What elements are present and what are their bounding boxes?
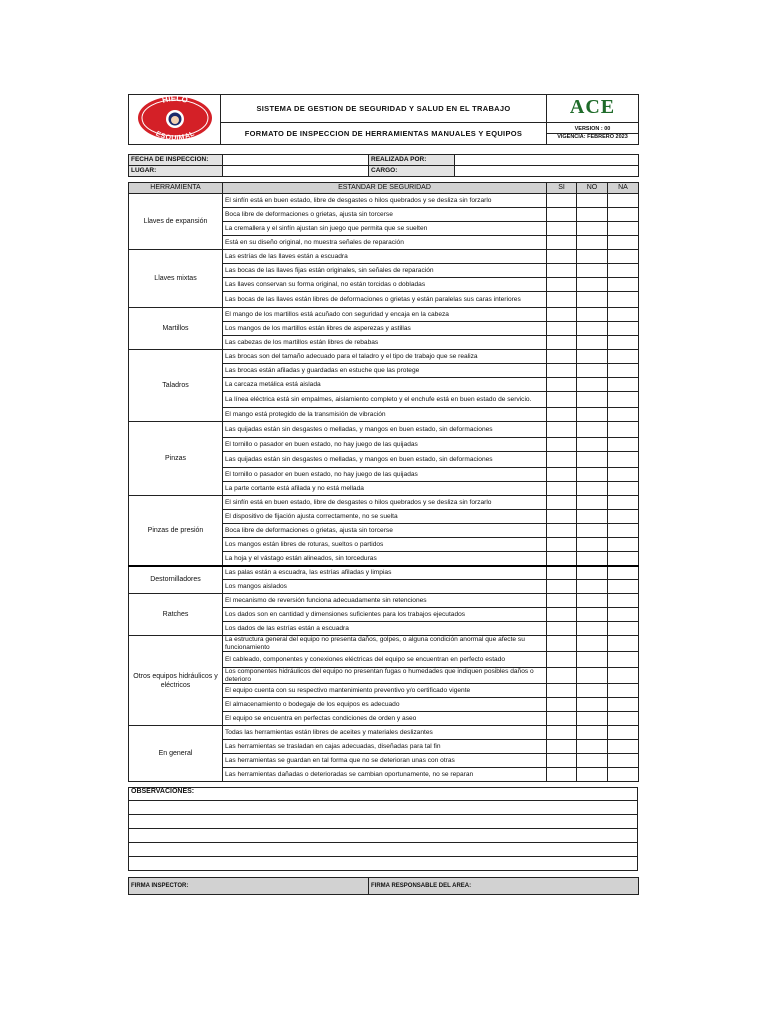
observations-section (128, 787, 638, 871)
svg-text:HIELO: HIELO (160, 95, 189, 105)
safety-standard: La parte cortante está afilada y no está mellada (223, 482, 547, 496)
position-label: CARGO: (369, 166, 455, 177)
check-cell-si[interactable] (547, 208, 577, 222)
check-cell-no[interactable] (577, 208, 608, 222)
tool-name: En general (129, 726, 223, 782)
tool-name: Llaves de expansión (129, 194, 223, 250)
check-cell-si[interactable] (547, 566, 577, 580)
check-cell-na[interactable] (608, 322, 639, 336)
location-field[interactable] (223, 166, 369, 177)
safety-standard: Los mangos de los martillos están libres de asperezas y astillas (223, 322, 547, 336)
format-title: FORMATO DE INSPECCION DE HERRAMIENTAS MANUALES Y EQUIPOS (221, 123, 547, 145)
check-cell-na[interactable] (608, 468, 639, 482)
safety-standard: El mecanismo de reversión funciona adecuadamente sin retenciones (223, 594, 547, 608)
observations-line[interactable] (129, 857, 638, 871)
safety-standard: Los componentes hidráulicos del equipo no presentan fugas o humedades que indiquen posibles daños o deterioro (223, 668, 547, 684)
check-cell-na[interactable] (608, 712, 639, 726)
tool-name: Ratches (129, 594, 223, 636)
check-cell-na[interactable] (608, 652, 639, 668)
check-cell-si[interactable] (547, 278, 577, 292)
check-cell-si[interactable] (547, 768, 577, 782)
check-cell-no[interactable] (577, 264, 608, 278)
tool-name: Otros equipos hidráulicos y eléctricos (129, 636, 223, 726)
check-cell-si[interactable] (547, 236, 577, 250)
check-cell-na[interactable] (608, 336, 639, 350)
safety-standard: El equipo cuenta con su respectivo mantenimiento preventivo y/o certificado vigente (223, 684, 547, 698)
safety-standard: El equipo se encuentra en perfectas condiciones de orden y aseo (223, 712, 547, 726)
check-cell-na[interactable] (608, 552, 639, 566)
inspection-date-field[interactable] (223, 155, 369, 166)
check-cell-si[interactable] (547, 336, 577, 350)
safety-standard: El sinfín está en buen estado, libre de desgastes o hilos quebrados y se desliza sin forzarlo (223, 496, 547, 510)
check-cell-si[interactable] (547, 622, 577, 636)
safety-standard: Las estrías de las llaves están a escuadra (223, 250, 547, 264)
checklist-row (129, 726, 639, 740)
observations-label: OBSERVACIONES: (129, 788, 638, 801)
check-cell-no[interactable] (577, 754, 608, 768)
check-cell-na[interactable] (608, 684, 639, 698)
check-cell-no[interactable] (577, 236, 608, 250)
check-cell-na[interactable] (608, 350, 639, 364)
check-cell-no[interactable] (577, 652, 608, 668)
tool-name: Pinzas de presión (129, 496, 223, 566)
check-cell-no[interactable] (577, 684, 608, 698)
safety-standard: El cableado, componentes y conexiones eléctricas del equipo se encuentran en perfecto estado (223, 652, 547, 668)
safety-standard: El tornillo o pasador en buen estado, no hay juego de las quijadas (223, 468, 547, 482)
check-cell-na[interactable] (608, 438, 639, 452)
checklist-row (129, 308, 639, 322)
check-cell-no[interactable] (577, 422, 608, 438)
check-cell-no[interactable] (577, 496, 608, 510)
performed-by-field[interactable] (455, 155, 639, 166)
check-cell-no[interactable] (577, 378, 608, 392)
safety-standard: Las palas están a escuadra, las estrías afiladas y limpias (223, 566, 547, 580)
check-cell-si[interactable] (547, 392, 577, 408)
tool-name: Destornilladores (129, 566, 223, 594)
check-cell-no[interactable] (577, 292, 608, 308)
brand-logo: ACE (569, 95, 616, 118)
check-cell-si[interactable] (547, 698, 577, 712)
check-cell-na[interactable] (608, 510, 639, 524)
check-cell-na[interactable] (608, 308, 639, 322)
check-cell-si[interactable] (547, 552, 577, 566)
check-cell-no[interactable] (577, 538, 608, 552)
check-cell-no[interactable] (577, 364, 608, 378)
checklist-row (129, 594, 639, 608)
check-cell-si[interactable] (547, 194, 577, 208)
check-cell-si[interactable] (547, 222, 577, 236)
checklist-row (129, 422, 639, 438)
check-cell-no[interactable] (577, 278, 608, 292)
check-cell-si[interactable] (547, 726, 577, 740)
inspection-form (128, 94, 638, 895)
check-cell-si[interactable] (547, 378, 577, 392)
check-cell-no[interactable] (577, 566, 608, 580)
checklist-row (129, 194, 639, 208)
check-cell-na[interactable] (608, 482, 639, 496)
safety-standard: Los dados de las estrías están a escuadra (223, 622, 547, 636)
check-cell-na[interactable] (608, 608, 639, 622)
check-cell-si[interactable] (547, 250, 577, 264)
check-cell-na[interactable] (608, 668, 639, 684)
check-cell-no[interactable] (577, 452, 608, 468)
hielo-esquimal-logo (136, 95, 214, 141)
checklist-table (128, 182, 639, 782)
inspection-date-label: FECHA DE INSPECCION: (129, 155, 223, 166)
check-cell-no[interactable] (577, 668, 608, 684)
column-header-na: NA (608, 183, 639, 194)
check-cell-no[interactable] (577, 482, 608, 496)
check-cell-si[interactable] (547, 264, 577, 278)
check-cell-no[interactable] (577, 636, 608, 652)
safety-standard: Los mangos están libres de roturas, sueltos o partidos (223, 538, 547, 552)
inspection-info (128, 154, 639, 177)
safety-standard: Las cabezas de los martillos están libres de rebabas (223, 336, 547, 350)
location-label: LUGAR: (129, 166, 223, 177)
safety-standard: La estructura general del equipo no presenta daños, golpes, o alguna condición anormal que afecte su funcionamiento (223, 636, 547, 652)
performed-by-label: REALIZADA POR: (369, 155, 455, 166)
safety-standard: La línea eléctrica está sin empalmes, aislamiento completo y el enchufe está en buen estado de servicio. (223, 392, 547, 408)
checklist-row (129, 636, 639, 652)
check-cell-na[interactable] (608, 768, 639, 782)
check-cell-na[interactable] (608, 566, 639, 580)
check-cell-na[interactable] (608, 580, 639, 594)
version-label: VERSION : 00 (547, 126, 638, 134)
check-cell-na[interactable] (608, 364, 639, 378)
check-cell-na[interactable] (608, 594, 639, 608)
observations-line[interactable] (129, 829, 638, 843)
safety-standard: Está en su diseño original, no muestra señales de reparación (223, 236, 547, 250)
check-cell-no[interactable] (577, 468, 608, 482)
safety-standard: Todas las herramientas están libres de aceites y materiales deslizantes (223, 726, 547, 740)
check-cell-no[interactable] (577, 322, 608, 336)
safety-standard: Los dados son en cantidad y dimensiones suficientes para los trabajos ejecutados (223, 608, 547, 622)
signature-section (128, 877, 639, 895)
safety-standard: Las brocas están afiladas y guardadas en estuche que las protege (223, 364, 547, 378)
safety-standard: El tornillo o pasador en buen estado, no hay juego de las quijadas (223, 438, 547, 452)
check-cell-na[interactable] (608, 622, 639, 636)
check-cell-no[interactable] (577, 250, 608, 264)
check-cell-si[interactable] (547, 482, 577, 496)
safety-standard: Las llaves conservan su forma original, no están torcidas o dobladas (223, 278, 547, 292)
check-cell-no[interactable] (577, 392, 608, 408)
check-cell-si[interactable] (547, 364, 577, 378)
check-cell-si[interactable] (547, 524, 577, 538)
company-logo-cell (129, 95, 221, 145)
check-cell-na[interactable] (608, 698, 639, 712)
check-cell-no[interactable] (577, 222, 608, 236)
column-header-no: NO (577, 183, 608, 194)
checklist-row (129, 250, 639, 264)
brand-cell (547, 95, 639, 123)
safety-standard: Las quijadas están sin desgastes o melladas, y mangos en buen estado, sin deformaciones (223, 422, 547, 438)
check-cell-si[interactable] (547, 292, 577, 308)
form-header (128, 94, 639, 145)
check-cell-na[interactable] (608, 264, 639, 278)
check-cell-no[interactable] (577, 336, 608, 350)
column-header-si: SI (547, 183, 577, 194)
check-cell-si[interactable] (547, 740, 577, 754)
safety-standard: El almacenamiento o bodegaje de los equipos es adecuado (223, 698, 547, 712)
check-cell-na[interactable] (608, 496, 639, 510)
check-cell-no[interactable] (577, 594, 608, 608)
responsible-signature-field[interactable]: FIRMA RESPONSABLE DEL AREA: (369, 878, 639, 895)
check-cell-no[interactable] (577, 510, 608, 524)
check-cell-na[interactable] (608, 754, 639, 768)
check-cell-no[interactable] (577, 698, 608, 712)
check-cell-na[interactable] (608, 524, 639, 538)
safety-standard: El mango está protegido de la transmisión de vibración (223, 408, 547, 422)
check-cell-si[interactable] (547, 408, 577, 422)
check-cell-no[interactable] (577, 408, 608, 422)
safety-standard: Boca libre de deformaciones o grietas, ajusta sin torcerse (223, 524, 547, 538)
check-cell-na[interactable] (608, 740, 639, 754)
check-cell-si[interactable] (547, 308, 577, 322)
check-cell-si[interactable] (547, 422, 577, 438)
check-cell-si[interactable] (547, 452, 577, 468)
safety-standard: Las herramientas se guardan en tal forma que no se deterioran unas con otras (223, 754, 547, 768)
svg-text:ESQUIMAL: ESQUIMAL (153, 130, 196, 141)
safety-standard: Las quijadas están sin desgastes o melladas, y mangos en buen estado, sin deformaciones (223, 452, 547, 468)
tool-name: Taladros (129, 350, 223, 422)
check-cell-no[interactable] (577, 308, 608, 322)
check-cell-na[interactable] (608, 726, 639, 740)
position-field[interactable] (455, 166, 639, 177)
check-cell-na[interactable] (608, 278, 639, 292)
tool-name: Llaves mixtas (129, 250, 223, 308)
check-cell-si[interactable] (547, 652, 577, 668)
observations-line[interactable] (129, 815, 638, 829)
safety-standard: Las bocas de las llaves fijas están originales, sin señales de reparación (223, 264, 547, 278)
check-cell-si[interactable] (547, 608, 577, 622)
inspector-signature-field[interactable]: FIRMA INSPECTOR: (129, 878, 369, 895)
check-cell-si[interactable] (547, 668, 577, 684)
safety-standard: El mango de los martillos está acuñado con seguridad y encaja en la cabeza (223, 308, 547, 322)
check-cell-si[interactable] (547, 684, 577, 698)
version-block (547, 123, 639, 145)
check-cell-na[interactable] (608, 422, 639, 438)
check-cell-si[interactable] (547, 712, 577, 726)
brand-tagline-lines (549, 117, 636, 121)
check-cell-no[interactable] (577, 608, 608, 622)
check-cell-si[interactable] (547, 636, 577, 652)
check-cell-no[interactable] (577, 740, 608, 754)
observations-line[interactable] (129, 801, 638, 815)
tool-name: Pinzas (129, 422, 223, 496)
safety-standard: Las bocas de las llaves están libres de deformaciones o grietas y están paralelas sus caras interiores (223, 292, 547, 308)
check-cell-na[interactable] (608, 408, 639, 422)
check-cell-na[interactable] (608, 222, 639, 236)
safety-standard: El sinfín está en buen estado, libre de desgastes o hilos quebrados y se desliza sin forzarlo (223, 194, 547, 208)
column-header-standard: ESTANDAR DE SEGURIDAD (223, 183, 547, 194)
safety-standard: El dispositivo de fijación ajusta correctamente, no se suelta (223, 510, 547, 524)
check-cell-na[interactable] (608, 636, 639, 652)
check-cell-na[interactable] (608, 208, 639, 222)
check-cell-si[interactable] (547, 322, 577, 336)
checklist-row (129, 350, 639, 364)
safety-standard: La cremallera y el sinfín ajustan sin juego que permita que se suelten (223, 222, 547, 236)
check-cell-si[interactable] (547, 580, 577, 594)
check-cell-na[interactable] (608, 236, 639, 250)
check-cell-si[interactable] (547, 754, 577, 768)
check-cell-si[interactable] (547, 438, 577, 452)
check-cell-si[interactable] (547, 496, 577, 510)
check-cell-no[interactable] (577, 194, 608, 208)
safety-standard: La carcaza metálica está aislada (223, 378, 547, 392)
check-cell-no[interactable] (577, 712, 608, 726)
check-cell-na[interactable] (608, 538, 639, 552)
safety-standard: Las herramientas se trasladan en cajas adecuadas, diseñadas para tal fin (223, 740, 547, 754)
check-cell-na[interactable] (608, 292, 639, 308)
safety-standard: Los mangos aislados (223, 580, 547, 594)
tool-name: Martillos (129, 308, 223, 350)
check-cell-no[interactable] (577, 726, 608, 740)
check-cell-no[interactable] (577, 622, 608, 636)
checklist-row (129, 496, 639, 510)
check-cell-no[interactable] (577, 438, 608, 452)
validity-label: VIGENCIA: FEBRERO 2023 (557, 134, 628, 140)
column-header-tool: HERRAMIENTA (129, 183, 223, 194)
check-cell-si[interactable] (547, 350, 577, 364)
safety-standard: Boca libre de deformaciones o grietas, ajusta sin torcerse (223, 208, 547, 222)
check-cell-no[interactable] (577, 524, 608, 538)
safety-standard: Las herramientas dañadas o deterioradas se cambian oportunamente, no se reparan (223, 768, 547, 782)
check-cell-no[interactable] (577, 768, 608, 782)
system-title: SISTEMA DE GESTION DE SEGURIDAD Y SALUD EN EL TRABAJO (221, 95, 547, 123)
check-cell-si[interactable] (547, 468, 577, 482)
check-cell-si[interactable] (547, 510, 577, 524)
check-cell-si[interactable] (547, 594, 577, 608)
check-cell-na[interactable] (608, 378, 639, 392)
check-cell-na[interactable] (608, 392, 639, 408)
check-cell-na[interactable] (608, 452, 639, 468)
check-cell-no[interactable] (577, 580, 608, 594)
check-cell-no[interactable] (577, 552, 608, 566)
check-cell-na[interactable] (608, 250, 639, 264)
check-cell-si[interactable] (547, 538, 577, 552)
checklist-row (129, 566, 639, 580)
observations-line[interactable] (129, 843, 638, 857)
check-cell-na[interactable] (608, 194, 639, 208)
safety-standard: La hoja y el vástago están alineados, sin torceduras (223, 552, 547, 566)
safety-standard: Las brocas son del tamaño adecuado para el taladro y el tipo de trabajo que se realiza (223, 350, 547, 364)
check-cell-no[interactable] (577, 350, 608, 364)
